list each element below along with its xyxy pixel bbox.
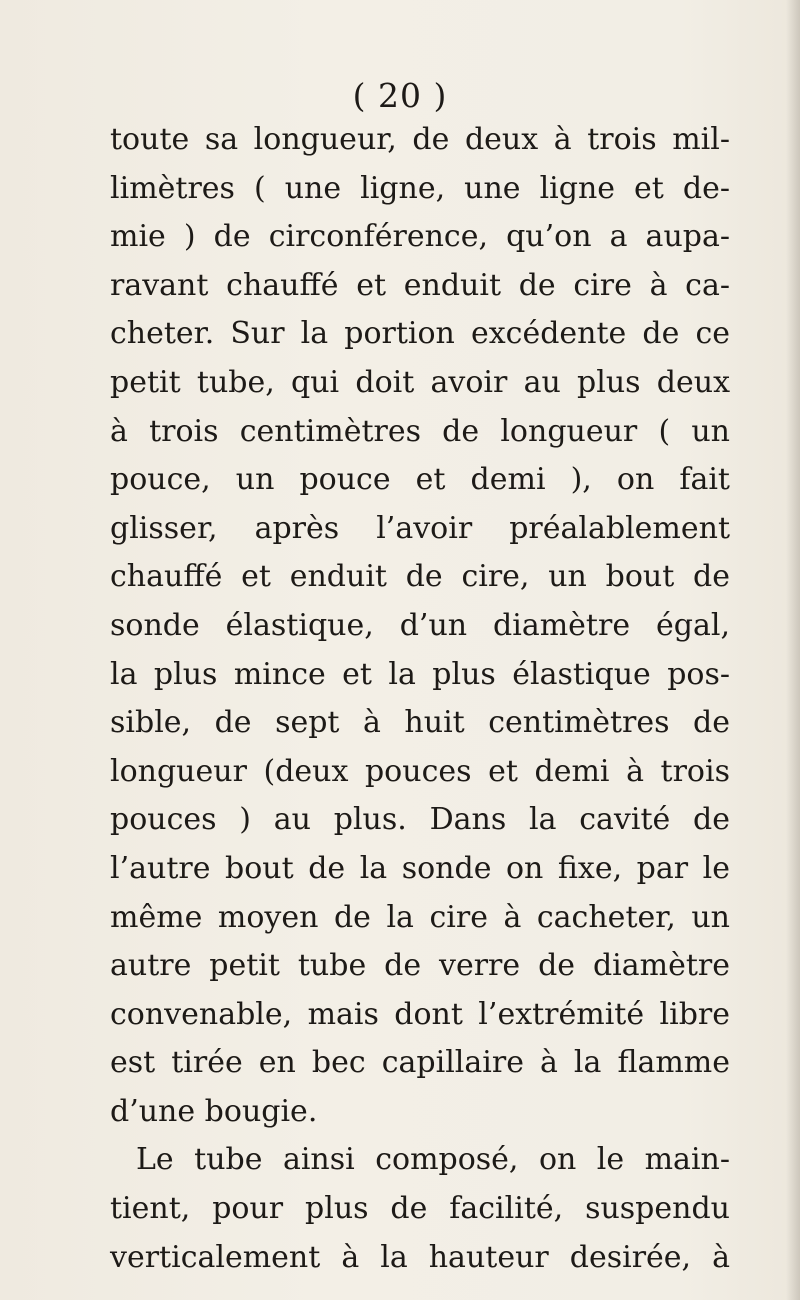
- text-line: sonde élastique, d’un diamètre égal,: [110, 607, 730, 643]
- text-line: d’une bougie.: [110, 1093, 318, 1129]
- text-line: verticalement à la hauteur desirée, à: [110, 1239, 730, 1275]
- text-line: chauffé et enduit de cire, un bout de: [110, 559, 730, 595]
- text-line: ravant chauffé et enduit de cire à ca-: [110, 267, 730, 303]
- text-line: toute sa longueur, de deux à trois mil-: [110, 122, 730, 157]
- text-line: la plus mince et la plus élastique pos-: [110, 656, 730, 692]
- text-line: cheter. Sur la portion excédente de ce: [110, 316, 730, 352]
- text-line: tient, pour plus de facilité, suspendu: [110, 1191, 730, 1227]
- page-edge-shadow: [786, 0, 800, 1300]
- text-line: à trois centimètres de longueur ( un: [110, 413, 730, 449]
- text-line: Le tube ainsi composé, on le main-: [136, 1142, 730, 1178]
- text-line: mie ) de circonférence, qu’on a aupa-: [110, 219, 730, 255]
- text-line: convenable, mais dont l’extrémité libre: [110, 996, 730, 1032]
- text-line: glisser, après l’avoir préalablement: [110, 510, 730, 546]
- text-line: pouces ) au plus. Dans la cavité de: [110, 802, 730, 838]
- text-line: autre petit tube de verre de diamètre: [110, 948, 730, 984]
- text-line: même moyen de la cire à cacheter, un: [110, 899, 730, 935]
- text-line: sible, de sept à huit centimètres de: [110, 705, 730, 741]
- text-line: pouce, un pouce et demi ), on fait: [110, 462, 730, 498]
- text-line: est tirée en bec capillaire à la flamme: [110, 1045, 730, 1081]
- text-line: l’autre bout de la sonde on fixe, par le: [110, 850, 730, 886]
- page-number: ( 20 ): [352, 76, 448, 115]
- body-text: [110, 116, 730, 1282]
- text-line: limètres ( une ligne, une ligne et de-: [110, 170, 730, 206]
- text-line: petit tube, qui doit avoir au plus deux: [110, 364, 730, 400]
- text-line: longueur (deux pouces et demi à trois: [110, 753, 730, 789]
